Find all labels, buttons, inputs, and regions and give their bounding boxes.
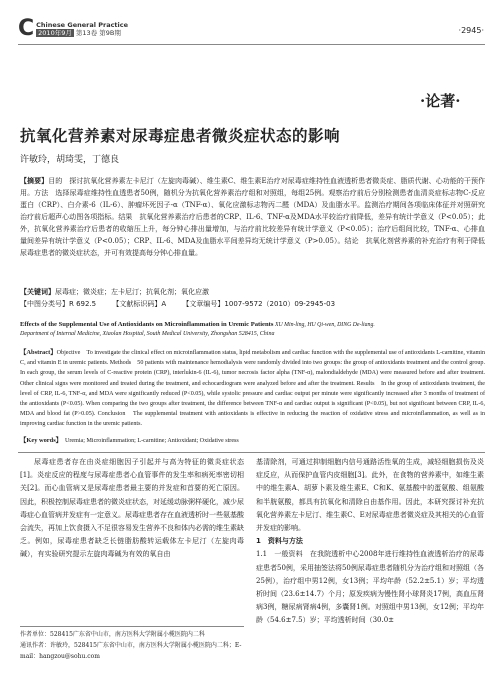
english-title: Effects of the Supplemental Use of Antioxidants on Microinflammation in Uremic Patients <box>20 321 274 328</box>
clc-number: 【中图分类号】R 692.5 <box>20 300 97 308</box>
keywords-cn-body: 尿毒症；微炎症；左卡尼汀；抗氧化剂；氧化应激 <box>55 288 209 296</box>
english-title-line <box>20 320 485 330</box>
issue-number: 第9B期 <box>99 29 121 37</box>
article-number: 【文章编号】1007-9572（2010）09-2945-03 <box>182 300 336 308</box>
column-label: ·论著· <box>420 92 461 110</box>
keywords-cn-label: 【关键词】 <box>20 288 55 296</box>
english-abstract <box>20 348 485 430</box>
section-heading: 1 资料与方法 <box>256 537 303 546</box>
body-right-paragraph-1: 基清除剂，可通过抑制细胞内信号通路活性氧的生成，减轻细胞损伤及炎症反应，从而保护血管内皮细胞[3]。此外，在食物的营养素中，如维生素中的维生素A、胡萝卜素及维生素E、C和K、氨基酸中的蛋氨酸、组氨酸和半胱氨酸，都具有抗氧化和清除自由基作用。因此，本研究探讨补充抗氧化营养素左卡尼汀、维生素C、E对尿毒症患者微炎症及其相关的心血管并发症的影响。 <box>256 458 484 533</box>
english-keywords-body: Uremia; Microinflammation; L-carnitine; Antioxidant; Oxidative stress <box>64 438 239 444</box>
footnote-contact: 通讯作者：许敏玲，528415广东省中山市，南方医科大学附属小榄医院内二科；E-mail：hangzou@sohu.com <box>20 642 242 660</box>
english-keywords-label: 【Key words】 <box>20 437 59 444</box>
document-code: 【文献标识码】A <box>112 300 167 308</box>
english-keywords <box>20 436 485 446</box>
journal-logo-letter: C <box>18 16 35 41</box>
body-left-column <box>20 456 244 562</box>
footnote <box>20 626 244 662</box>
journal-name: Chinese General Practice <box>36 21 129 29</box>
keywords-cn <box>20 286 485 298</box>
journal-header <box>18 18 488 40</box>
article-authors: 许敏玲，胡琦雯，丁德良 <box>20 155 120 165</box>
journal-logo <box>18 18 128 40</box>
classification-line <box>20 298 485 310</box>
page-number: ·2945· <box>458 26 484 35</box>
footnote-author-unit: 作者单位：528415广东省中山市，南方医科大学附属小榄医院内二科 <box>20 631 205 638</box>
english-abstract-label: 【Abstract】 <box>20 349 57 356</box>
english-authors: XU Min-ling, HU Qi-wen, DING De-liang. <box>274 322 375 328</box>
body-right-column <box>256 456 484 628</box>
header-rule <box>18 44 485 45</box>
body-left-paragraph: 尿毒症患者存在由炎症细胞因子引起并与高为特征的微炎症状态[1]。炎症反应的程度与尿毒症患者心血管事件的发生率和病死率密切相关[2]。而心血管病又是尿毒症患者最主要的并发症和首要的死亡原因。因此，积极控制尿毒症患者的微炎症状态，对延缓动脉粥样硬化，减少尿毒症心血管病并发症有一定意义。尿毒症患者存在血液透析时一些氨基酸会流失，再加上饮食摄入不足很容易发生营养不良和体内必需的维生素缺乏。例如，尿毒症患者缺乏长链脂肪酸转运载体左卡尼汀（左旋肉毒碱），有实验研究提示左旋肉毒碱为有效的氧自由 <box>20 458 244 559</box>
abstract-rule <box>18 452 485 453</box>
english-affiliation: Department of Internal Medicine, Xiaolan Hospital, South Medical University, Zhongshan 528415, China <box>20 331 275 337</box>
issue-volume: 第13卷 <box>75 29 98 37</box>
english-abstract-body: Objective To investigate the clinical effect on microinflammation status, lipid metabolism and cardiac function with the supplemental use of antioxidants L-carnitine, vitamin C, and vitamin E in uremic patients. Methods 50 patients with maintenance hemodialysis were randomly divided into two groups: the group of antioxidants treatment and the control group. In each group, the serum levels of C-reactive protein (CRP), interlukin-6 (IL-6), tumor necrosis factor alpha (TNF-α), malondialdehyde (MDA) were measured before and after treatment. Other clinical signs were monitored and treated during the treatment, and echocardiogram were analyzed before and after the treatment. Results In the group of antioxidants treatment, the level of CRP, IL-6, TNF-α, and MDA were significantly reduced (P<0.05), while systolic pressure and cardiac output per minute were significantly increased after 3 months of treatment of the antioxidants (P<0.05). When comparing the two groups after treatment, the difference between TNF-α and cardiac output is significant (P<0.05), but not significant between CRP, IL-6, MDA and blood fat (P>0.05). Conclusion The supplemental treatment with antioxidants is effective in reducing the reaction of oxidative stress and microinflammation, as well as in improving cardiac function in the uremic patients. <box>20 350 485 428</box>
abstract-cn-body: 目的 探讨抗氧化营养素左卡尼汀（左旋肉毒碱）、维生素C、维生素E治疗对尿毒症维持性血液透析患者微炎症、脂质代谢、心功能的干预作用。方法 选择尿毒症维持性血透患者50例，随机分为抗氧化营养素治疗组和对照组，每组25例。观察治疗前后分别检测患者血清炎症标志物C-反应蛋白（CRP）、白介素-6（IL-6）、肿瘤坏死因子-α（TNF-α）、氧化应激标志物丙二醛（MDA）及血脂水平。监测治疗期间各项临床体征并对照研究治疗前后超声心动图各项指标。结果 抗氧化营养素治疗后患者的CRP、IL-6、TNF-α及MDA水平较治疗前降低，差异有统计学意义（P<0.05）；此外，抗氧化营养素治疗后患者的收缩压上升，每分钟心排出量增加，与治疗前比较差异有统计学意义（P<0.05）；治疗后组间比较，TNF-α、心排血量间差异有统计学意义（P<0.05）；CRP、IL-6、MDA及血脂水平间差异均无统计学意义（P>0.05）。结论 抗氧化剂营养素的补充治疗有利于降低尿毒症患者的微炎症状态，并可有效提高每分钟心排血量。 <box>20 177 485 257</box>
article-title: 抗氧化营养素对尿毒症患者微炎症状态的影响 <box>20 127 341 145</box>
abstract-cn <box>20 175 485 259</box>
body-right-paragraph-2: 1.1 一般资料 在我院透析中心2008年进行维持性血液透析治疗的尿毒症患者50例，采用抽签法将50例尿毒症患者随机分为治疗组和对照组（各25例），治疗组中男12例，女13例；平均年龄（52.2±5.1）岁；平均透析时间（23.6±14.7）个月；原发疾病为慢性肾小球肾炎17例，高血压肾病3例，糖尿病肾病4例，多囊肾1例。对照组中男13例，女12例；平均年龄（54.6±7.5）岁；平均透析时间（30.0± <box>256 550 484 625</box>
abstract-cn-label: 【摘要】 <box>20 177 49 185</box>
issue-year: 2010年9月 <box>38 29 72 37</box>
